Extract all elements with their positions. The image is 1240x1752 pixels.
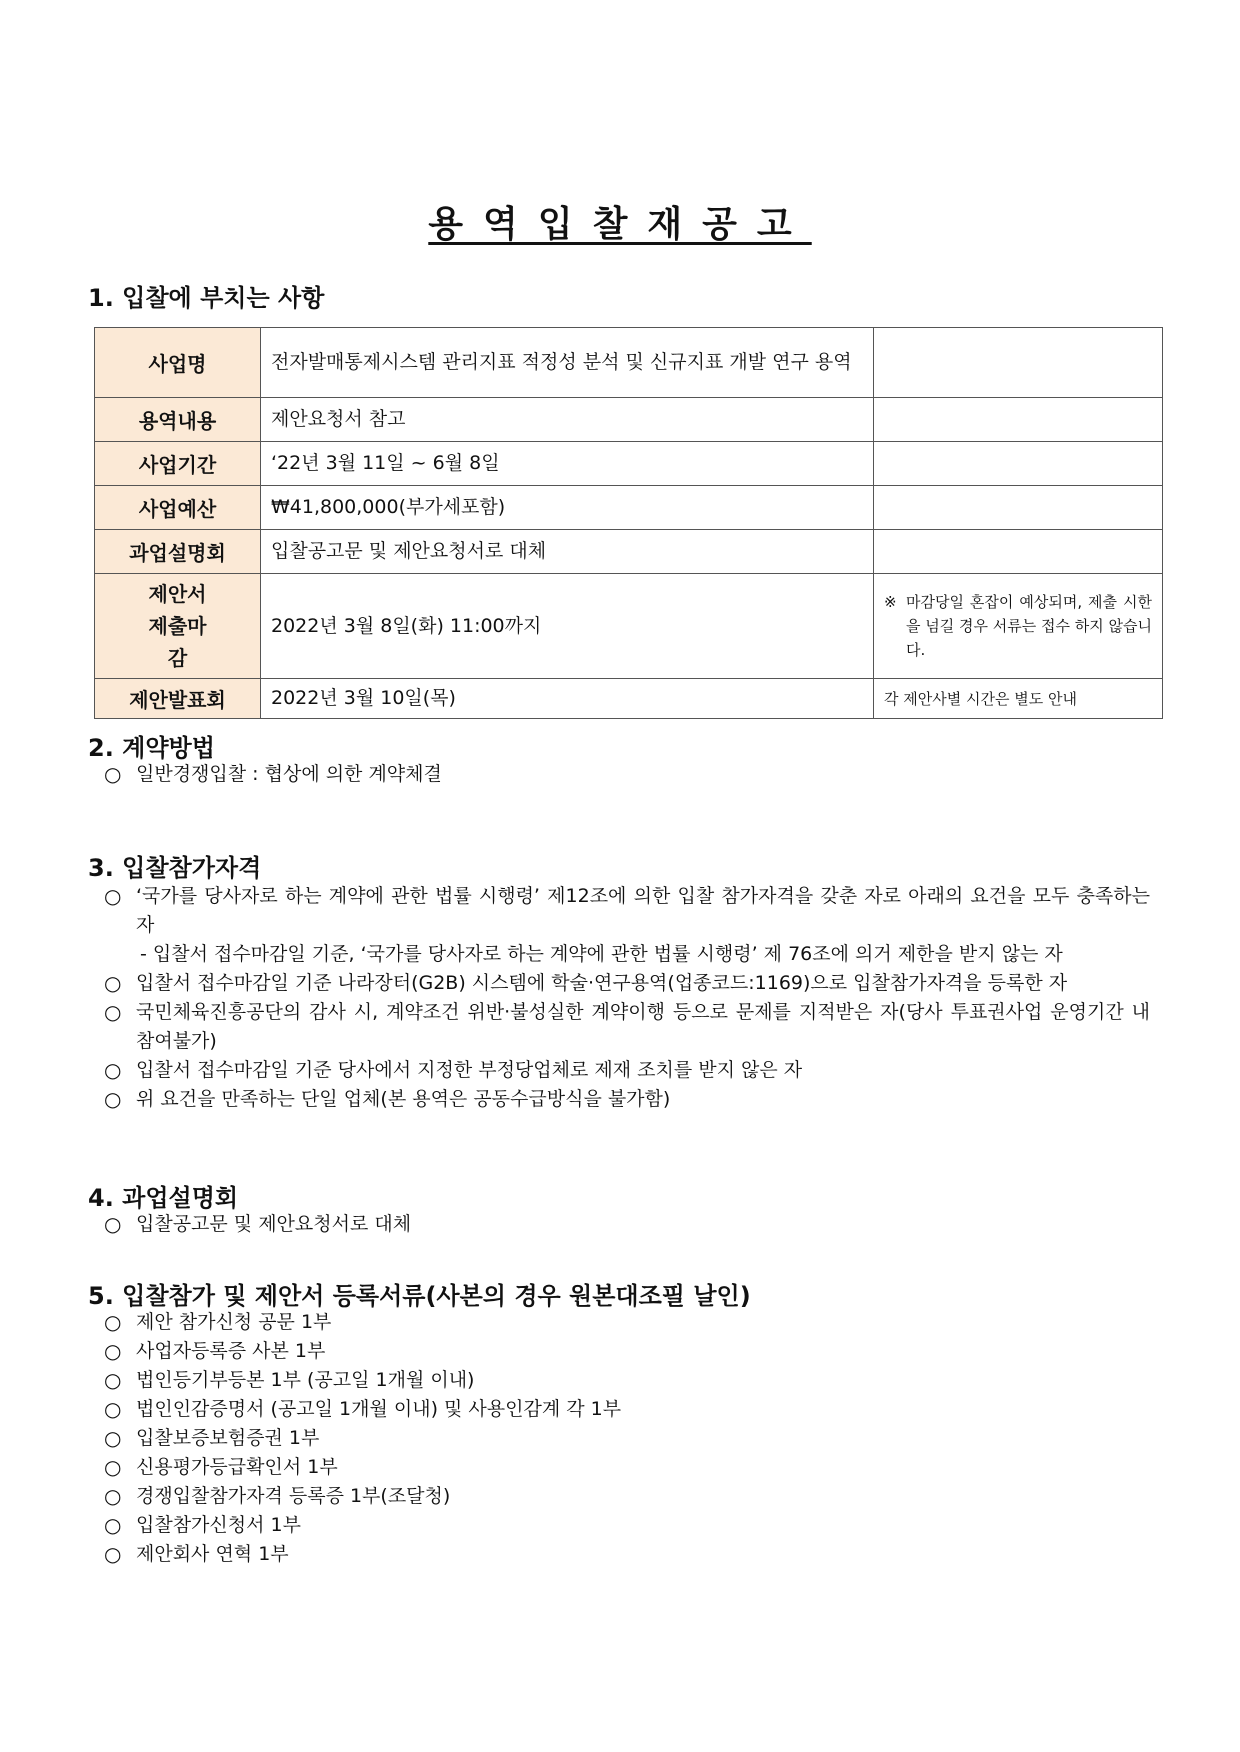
row-note (874, 574, 1163, 679)
list-item (104, 1308, 1150, 1337)
row-value: ₩41,800,000(부가세포함) (261, 486, 874, 530)
list-item (104, 882, 1150, 940)
section-5-heading: 5. 입찰참가 및 제안서 등록서류(사본의 경우 원본대조필 날인) (88, 1282, 751, 1310)
row-value: 2022년 3월 8일(화) 11:00까지 (261, 574, 874, 679)
list-item-text: 입찰참가신청서 1부 (136, 1514, 301, 1536)
row-value: 전자발매통제시스템 관리지표 적정성 분석 및 신규지표 개발 연구 용역 (261, 328, 874, 398)
row-note: 각 제안사별 시간은 별도 안내 (874, 679, 1163, 719)
section-3-heading: 3. 입찰참가자격 (88, 854, 262, 882)
section-2-heading: 2. 계약방법 (88, 734, 215, 762)
row-note (874, 486, 1163, 530)
row-label: 용역내용 (95, 398, 261, 442)
circle-bullet-icon: ○ (104, 1397, 122, 1421)
list-item-text: 일반경쟁입찰 : 협상에 의한 계약체결 (136, 763, 442, 785)
row-label-text: 제안서 제출마감 (148, 582, 207, 670)
list-item (104, 998, 1150, 1056)
list-item-text: 입찰보증보험증권 1부 (136, 1427, 320, 1449)
list-item (104, 1085, 1150, 1114)
row-label: 사업명 (95, 328, 261, 398)
deadline-note-text: 마감당일 혼잡이 예상되며, 제출 시한을 넘길 경우 서류는 접수 하지 않습니다. (906, 593, 1152, 659)
row-value: 입찰공고문 및 제안요청서로 대체 (261, 530, 874, 574)
list-item-text: 입찰공고문 및 제안요청서로 대체 (136, 1213, 412, 1235)
row-note (874, 398, 1163, 442)
circle-bullet-icon: ○ (104, 1484, 122, 1508)
document-title: 용역입찰재공고 (428, 204, 812, 245)
circle-bullet-icon: ○ (104, 1000, 122, 1024)
section-2-list (104, 760, 1150, 789)
row-note (874, 530, 1163, 574)
table-row (95, 530, 1163, 574)
circle-bullet-icon: ○ (104, 1310, 122, 1334)
row-note (874, 328, 1163, 398)
circle-bullet-icon: ○ (104, 971, 122, 995)
list-item (104, 1366, 1150, 1395)
list-item-text: 제안회사 연혁 1부 (136, 1543, 289, 1565)
table-row (95, 442, 1163, 486)
row-note (874, 442, 1163, 486)
row-value: 제안요청서 참고 (261, 398, 874, 442)
list-item (104, 760, 1150, 789)
row-value: 2022년 3월 10일(목) (261, 679, 874, 719)
table-row (95, 328, 1163, 398)
list-item-text: 법인등기부등본 1부 (공고일 1개월 이내) (136, 1369, 475, 1391)
list-item (104, 1511, 1150, 1540)
list-item-text: 경쟁입찰참가자격 등록증 1부(조달청) (136, 1485, 451, 1507)
list-item (104, 1210, 1150, 1239)
list-sub-item: - 입찰서 접수마감일 기준, ‘국가를 당사자로 하는 계약에 관한 법률 시행령’ 제 76조에 의거 제한을 받지 않는 자 (140, 943, 1063, 965)
circle-bullet-icon: ○ (104, 1339, 122, 1363)
circle-bullet-icon: ○ (104, 1087, 122, 1111)
list-item-text: 제안 참가신청 공문 1부 (136, 1311, 332, 1333)
reference-mark-icon: ※ (884, 593, 897, 611)
list-item (104, 1453, 1150, 1482)
circle-bullet-icon: ○ (104, 1426, 122, 1450)
list-item-text: 위 요건을 만족하는 단일 업체(본 용역은 공동수급방식을 불가함) (136, 1088, 671, 1110)
circle-bullet-icon: ○ (104, 1455, 122, 1479)
list-item-text: ‘국가를 당사자로 하는 계약에 관한 법률 시행령’ 제12조에 의한 입찰 참가자격을 갖춘 자로 아래의 요건을 모두 충족하는 자 (136, 885, 1150, 936)
row-label (95, 574, 261, 679)
circle-bullet-icon: ○ (104, 1212, 122, 1236)
row-label: 과업설명회 (95, 530, 261, 574)
list-item-text: 사업자등록증 사본 1부 (136, 1340, 326, 1362)
row-label: 제안발표회 (95, 679, 261, 719)
list-item-text: 입찰서 접수마감일 기준 나라장터(G2B) 시스템에 학술·연구용역(업종코드:1169)으로 입찰참가자격을 등록한 자 (136, 972, 1068, 994)
table-row (95, 574, 1163, 679)
list-item (104, 1395, 1150, 1424)
section-4-heading: 4. 과업설명회 (88, 1184, 239, 1212)
row-value: ‘22년 3월 11일 ~ 6월 8일 (261, 442, 874, 486)
circle-bullet-icon: ○ (104, 884, 122, 908)
list-item-text: 법인인감증명서 (공고일 1개월 이내) 및 사용인감계 각 1부 (136, 1398, 622, 1420)
section-4-list (104, 1210, 1150, 1239)
list-item (104, 1337, 1150, 1366)
circle-bullet-icon: ○ (104, 1513, 122, 1537)
circle-bullet-icon: ○ (104, 762, 122, 786)
section-1-heading: 1. 입찰에 부치는 사항 (88, 284, 325, 312)
list-item (104, 1482, 1150, 1511)
list-item (104, 1424, 1150, 1453)
section-3-list (104, 882, 1150, 1114)
list-item (104, 969, 1150, 998)
section-5-list (104, 1308, 1150, 1569)
list-item-text: 입찰서 접수마감일 기준 당사에서 지정한 부정당업체로 제재 조치를 받지 않은 자 (136, 1059, 803, 1081)
row-label: 사업예산 (95, 486, 261, 530)
row-label: 사업기간 (95, 442, 261, 486)
list-item-text: 국민체육진흥공단의 감사 시, 계약조건 위반·불성실한 계약이행 등으로 문제를 지적받은 자(당사 투표권사업 운영기간 내 참여불가) (136, 1001, 1150, 1052)
bid-info-table (94, 327, 1163, 719)
table-row (95, 679, 1163, 719)
table-row (95, 486, 1163, 530)
list-item-text: 신용평가등급확인서 1부 (136, 1456, 338, 1478)
circle-bullet-icon: ○ (104, 1542, 122, 1566)
list-item (104, 1056, 1150, 1085)
list-item (104, 1540, 1150, 1569)
circle-bullet-icon: ○ (104, 1368, 122, 1392)
circle-bullet-icon: ○ (104, 1058, 122, 1082)
table-row (95, 398, 1163, 442)
